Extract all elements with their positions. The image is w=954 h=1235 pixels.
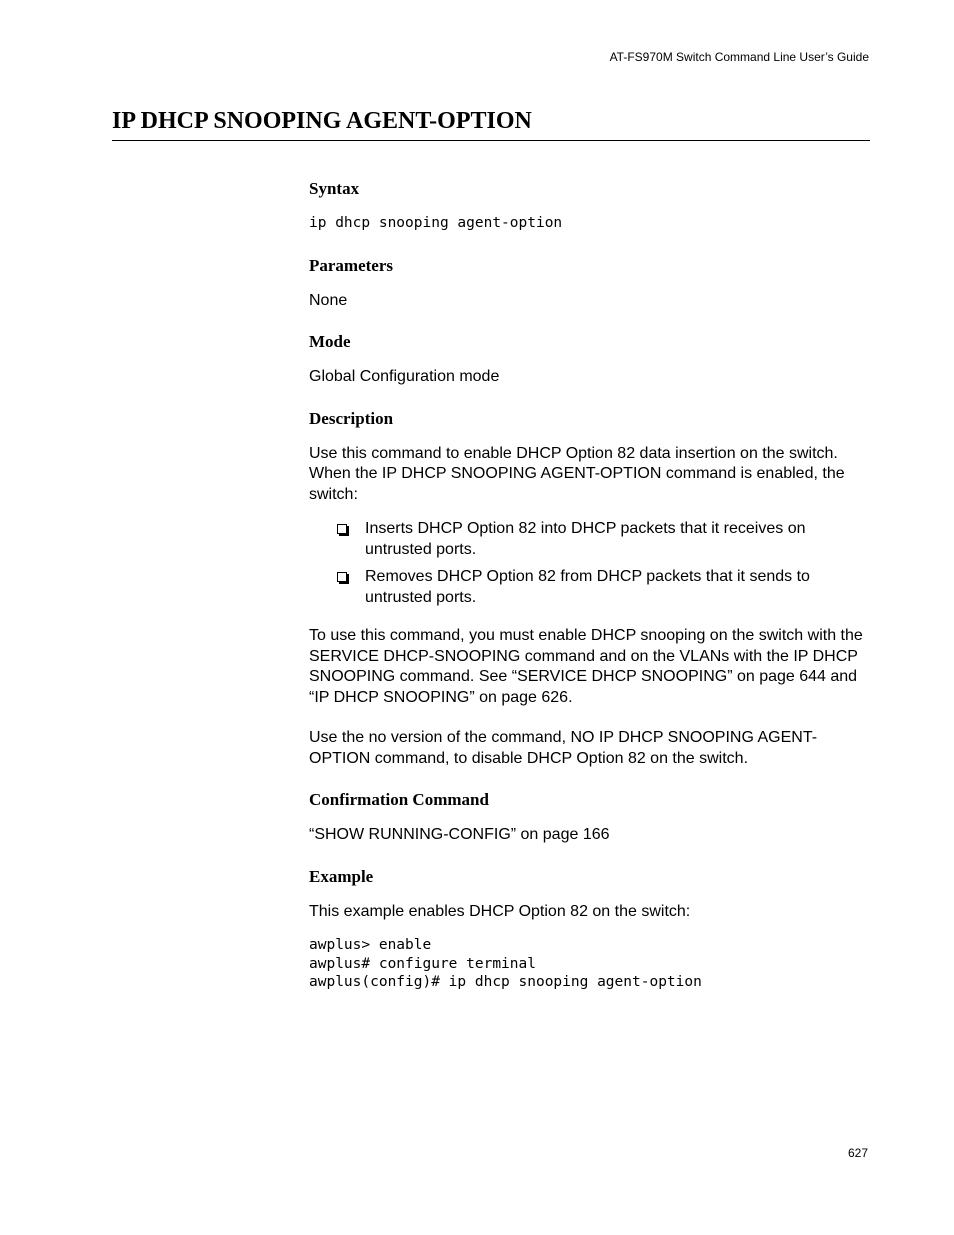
code-line: awplus> enable xyxy=(309,937,432,953)
bullet-text: Inserts DHCP Option 82 into DHCP packets that it receives on untrusted ports. xyxy=(365,520,806,558)
example-code-block xyxy=(309,936,871,992)
mode-text: Global Configuration mode xyxy=(309,368,500,385)
title-divider xyxy=(112,140,870,141)
description-heading: Description xyxy=(309,408,394,428)
confirmation-heading: Confirmation Command xyxy=(309,790,489,809)
code-line: awplus(config)# ip dhcp snooping agent-option xyxy=(309,974,702,990)
mode-heading: Mode xyxy=(309,332,351,351)
running-header: AT-FS970M Switch Command Line User’s Guide xyxy=(609,50,869,64)
description-paragraph-3: Use the no version of the command, NO IP DHCP SNOOPING AGENT-OPTION command, to disable DHCP Option 82 on the switch. xyxy=(309,729,818,767)
command-reference-body xyxy=(309,178,871,1014)
list-item xyxy=(337,519,871,560)
description-intro: Use this command to enable DHCP Option 82 data insertion on the switch. When the IP DHCP SNOOPING AGENT-OPTION command is enabled, the switch: xyxy=(309,444,845,503)
example-text: This example enables DHCP Option 82 on the switch: xyxy=(309,902,691,920)
code-line: awplus# configure terminal xyxy=(309,955,536,972)
parameters-heading: Parameters xyxy=(309,255,394,275)
syntax-command: ip dhcp snooping agent-option xyxy=(309,215,563,231)
syntax-heading: Syntax xyxy=(309,179,360,198)
list-item xyxy=(337,567,871,608)
confirmation-text: “SHOW RUNNING-CONFIG” on page 166 xyxy=(309,826,610,843)
parameters-text: None xyxy=(309,291,348,309)
checkbox-bullet-icon xyxy=(337,524,347,534)
page-number: 627 xyxy=(847,1146,868,1160)
description-bullet-list xyxy=(309,519,871,608)
checkbox-bullet-icon xyxy=(337,572,347,582)
example-heading: Example xyxy=(309,866,374,886)
bullet-text: Removes DHCP Option 82 from DHCP packets that it sends to untrusted ports. xyxy=(365,568,810,606)
page-title: IP DHCP SNOOPING AGENT-OPTION xyxy=(112,108,532,134)
description-paragraph-2: To use this command, you must enable DHCP snooping on the switch with the SERVICE DHCP-SNOOPING command and on the VLANs with the IP DHCP SNOOPING command. See “SERVICE DHCP SNOOPING” on page 644 and “IP DHCP SNOOPING” on page 626. xyxy=(309,627,863,706)
